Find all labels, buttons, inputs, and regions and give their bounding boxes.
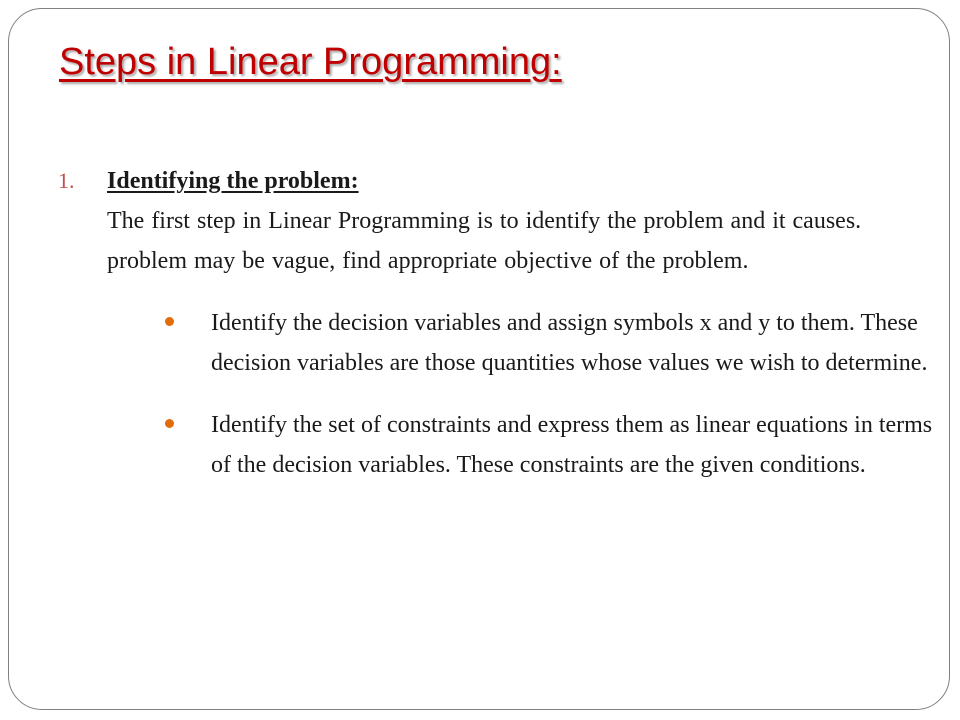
bullet-item [107, 303, 933, 383]
bullet-item [107, 405, 933, 485]
slide-content [58, 161, 933, 485]
bullet-list [107, 303, 933, 485]
bullet-text: Identify the set of constraints and express them as linear equations in terms of the decision variables. These constraints are the given conditions. [211, 412, 933, 478]
bullet-dot-icon [165, 419, 174, 428]
bullet-text: Identify the decision variables and assign symbols x and y to them. These decision variables are those quantities whose values we wish to determine. [211, 310, 928, 376]
bullet-dot-icon [165, 317, 174, 326]
step-body: The first step in Linear Programming is to identify the problem and it causes. problem may be vague, find appropriate objective of the problem. [107, 208, 862, 274]
slide-frame [8, 8, 950, 710]
step-number: 1. [58, 168, 75, 193]
slide-title: Steps in Linear Programming: [59, 41, 562, 83]
step-heading: Identifying the problem: [107, 168, 359, 194]
step-item [58, 161, 933, 485]
